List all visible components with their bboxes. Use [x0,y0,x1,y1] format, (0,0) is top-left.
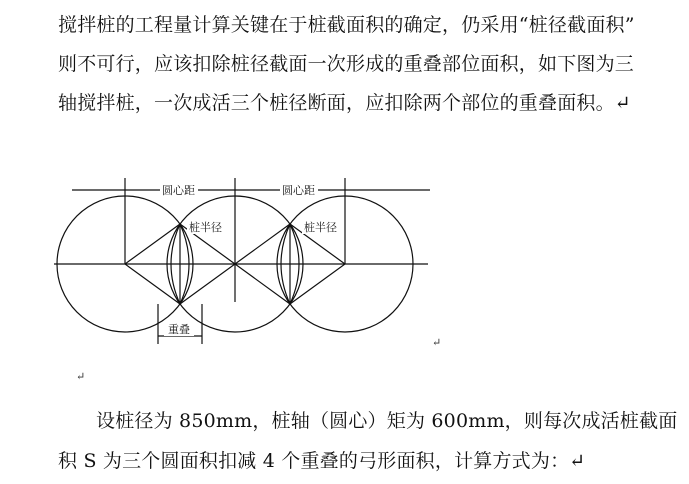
label-center-distance-1: 圆心距 [162,184,195,197]
paragraph-1-line-2: 则不可行，应该扣除桩径截面一次形成的重叠部位面积，如下图为三 [58,53,635,75]
paragraph-return-mark-figure: ↵ [432,336,442,349]
paragraph-2-line-2: 积 S 为三个圆面积扣减 4 个重叠的弓形面积，计算方式为：↵ [58,450,586,472]
paragraph-1-line-1: 搅拌桩的工程量计算关键在于桩截面积的确定，仍采用“桩径截面积” [58,14,635,36]
paragraph-2-line-1: 设桩径为 850mm，桩轴（圆心）矩为 600mm，则每次成活桩截面 [96,410,678,432]
triple-pile-overlap-diagram [50,168,450,348]
label-radius-1: 桩半径 [189,221,222,234]
paragraph-return-mark-blank: ↵ [76,370,86,383]
label-center-distance-2: 圆心距 [282,184,315,197]
paragraph-1-line-3: 轴搅拌桩，一次成活三个桩径断面，应扣除两个部位的重叠面积。↵ [58,92,631,114]
label-radius-2: 桩半径 [304,221,337,234]
label-overlap: 重叠 [168,323,190,336]
